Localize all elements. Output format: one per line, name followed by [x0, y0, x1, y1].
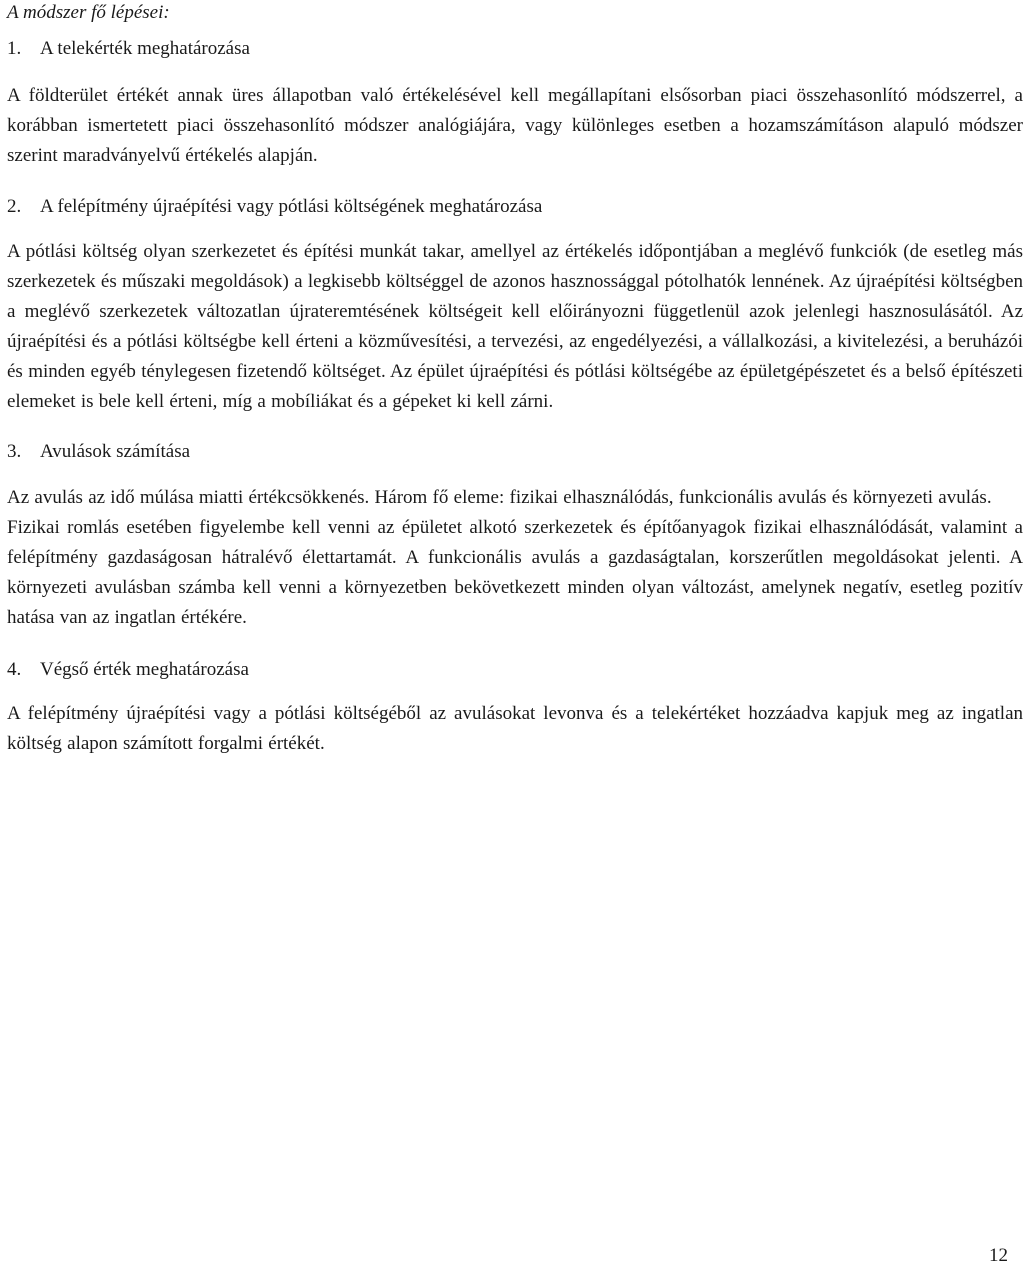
section-2-number: 2.	[7, 196, 22, 217]
section-3-title: Avulások számítása	[40, 441, 191, 462]
section-4-paragraph: A felépítmény újraépítési vagy a pótlási költségéből az avulásokat levonva és a telekértéket hozzáadva kapjuk meg az ingatlan költség alapon számított forgalmi értékét.	[7, 703, 1023, 754]
section-1-number: 1.	[7, 38, 22, 59]
section-1-heading	[7, 37, 1023, 61]
section-2-title: A felépítmény újraépítési vagy pótlási költségének meghatározása	[40, 196, 543, 217]
section-3-number: 3.	[7, 441, 22, 462]
section-3-paragraph-2: Fizikai romlás esetében figyelembe kell venni az épületet alkotó szerkezetek és építőanyagok fizikai elhasználódását, valamint a felépítmény gazdaságosan hátralévő élettartamát. A funkcionális avulás a gazdaságtalan, korszerűtlen megoldásokat jelenti. A környezeti avulásban számba kell venni a környezetben bekövetkezett minden olyan változást, amelynek negatív, esetleg pozitív hatása van az ingatlan értékére.	[7, 517, 1023, 628]
section-3-heading	[7, 440, 1023, 464]
document-page	[7, 0, 1023, 759]
section-4-title: Végső érték meghatározása	[40, 659, 249, 680]
section-3-paragraph-1: Az avulás az idő múlása miatti értékcsökkenés. Három fő eleme: fizikai elhasználódás, funkcionális avulás és környezeti avulás.	[7, 487, 992, 508]
section-2-heading	[7, 195, 1023, 219]
section-4-heading	[7, 658, 1023, 682]
page-number: 12	[989, 1245, 1008, 1266]
section-4-number: 4.	[7, 659, 22, 680]
section-1-title: A telekérték meghatározása	[40, 38, 250, 59]
intro-heading: A módszer fő lépései:	[7, 2, 170, 23]
section-2-paragraph: A pótlási költség olyan szerkezetet és építési munkát takar, amellyel az értékelés időpontjában a meglévő funkciók (de esetleg más szerkezetek és műszaki megoldások) a legkisebb költséggel de azonos hasznossággal pótolhatók lennének. Az újraépítési költségben a meglévő szerkezetek változatlan újrateremtésének költségeit kell előirányozni függetlenül azok jelenlegi hasznosulásától. Az újraépítési és a pótlási költségbe kell érteni a közművesítési, a tervezési, az engedélyezési, a vállalkozási, a kivitelezési, a beruházói és minden egyéb ténylegesen fizetendő költséget. Az épület újraépítési és pótlási költségébe az épületgépészetet és a belső építészeti elemeket is bele kell érteni, míg a mobíliákat és a gépeket ki kell zárni.	[7, 241, 1023, 412]
section-1-paragraph: A földterület értékét annak üres állapotban való értékelésével kell megállapítani elsősorban piaci összehasonlító módszerrel, a korábban ismertetett piaci összehasonlító módszer analógiájára, vagy különleges esetben a hozamszámításon alapuló módszer szerint maradványelvű értékelés alapján.	[7, 85, 1023, 166]
